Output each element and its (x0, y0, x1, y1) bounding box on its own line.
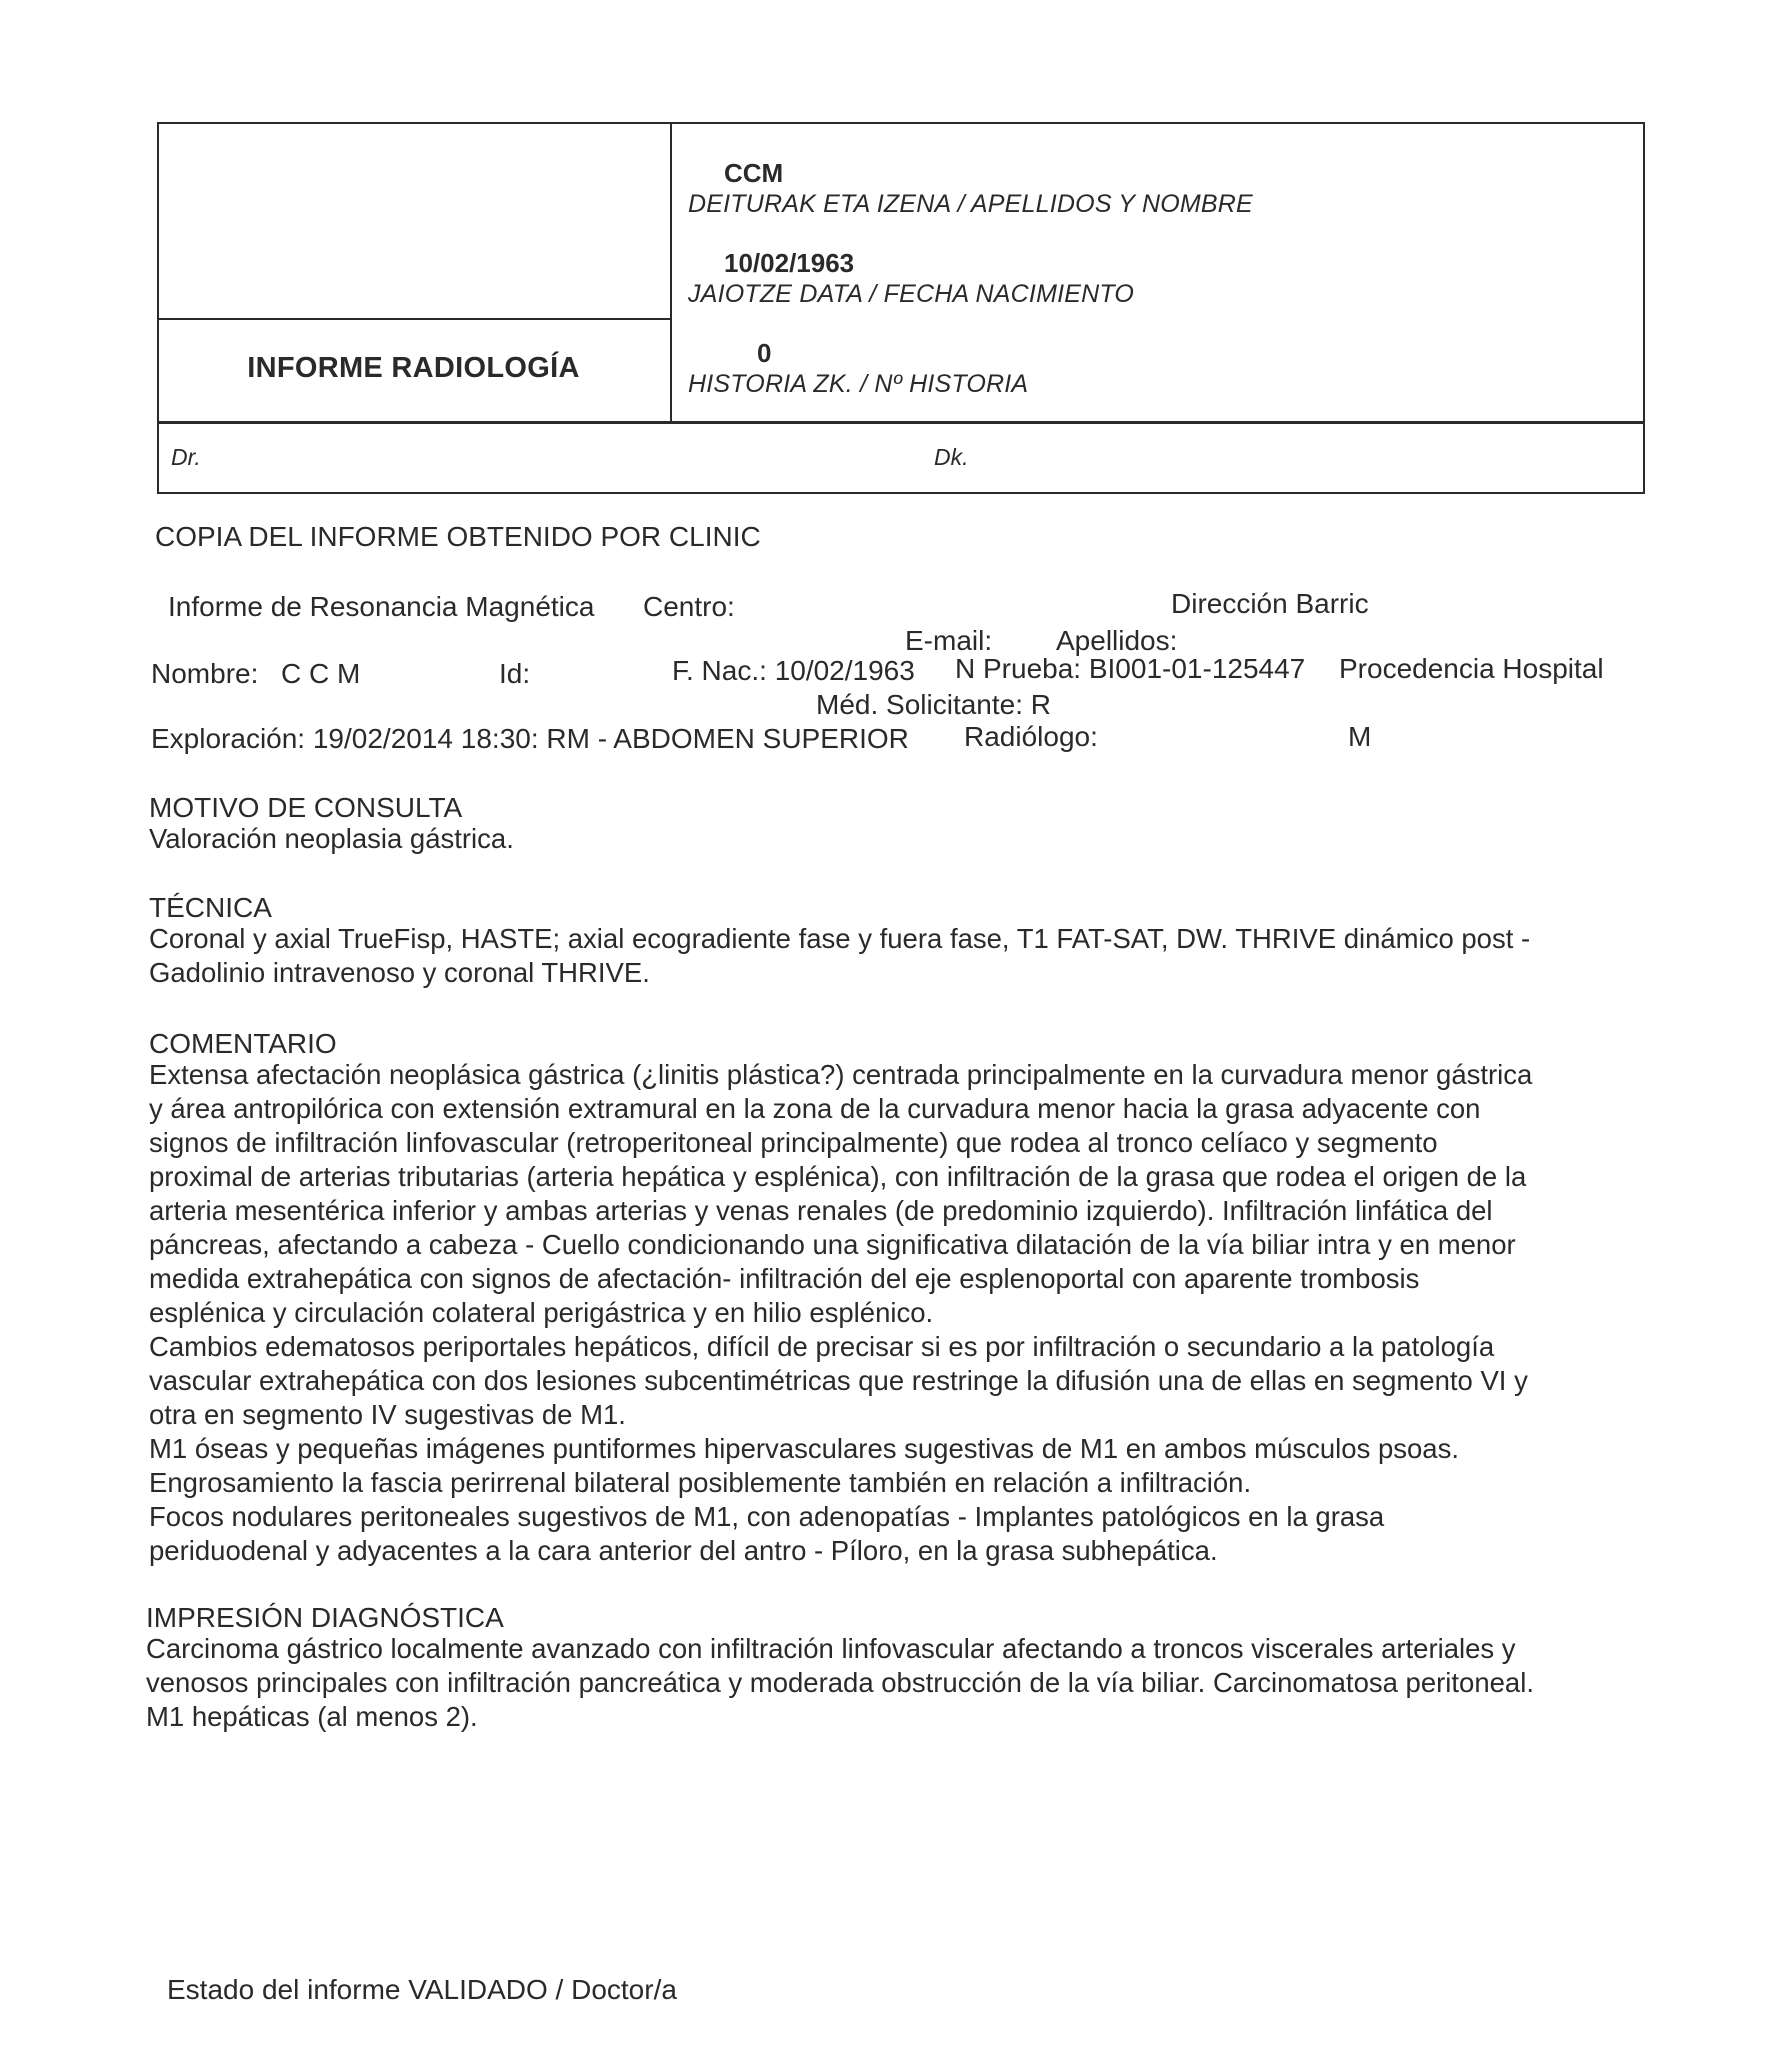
medico-solicitante: Méd. Solicitante: R (816, 689, 1051, 720)
doctor-basque-label: Dk. (934, 444, 969, 470)
tecnica-heading: TÉCNICA (149, 892, 272, 923)
comentario-line: Engrosamiento la fascia perirrenal bilateral posiblemente también en relación a infiltración. (149, 1467, 1252, 1498)
tecnica-line: Gadolinio intravenoso y coronal THRIVE. (149, 957, 650, 988)
impresion-line: Carcinoma gástrico localmente avanzado con infiltración linfovascular afectando a troncos viscerales arteriales y (146, 1633, 1516, 1664)
report-status: Estado del informe VALIDADO / Doctor/a (167, 1974, 677, 2005)
comentario-line: proximal de arterias tributarias (arteria hepática y esplénica), con infiltración de la grasa que rodea el origen de la (149, 1161, 1527, 1192)
comentario-line: vascular extrahepática con dos lesiones subcentimétricas que restringe la difusión una de ellas en segmento VI y (149, 1365, 1528, 1396)
header-divider-horizontal (157, 421, 1643, 424)
comentario-line: Cambios edematosos periportales hepáticos, difícil de precisar si es por infiltración o secundario a la patología (149, 1331, 1495, 1362)
report-type: Informe de Resonancia Magnética (168, 591, 595, 622)
procedencia: Procedencia Hospital (1339, 653, 1604, 684)
email-label: E-mail: (905, 625, 993, 656)
comentario-line: otra en segmento IV sugestivas de M1. (149, 1399, 626, 1430)
report-title: INFORME RADIOLOGÍA (247, 352, 580, 384)
fecha-nacimiento: F. Nac.: 10/02/1963 (672, 655, 915, 686)
header-divider-left (157, 318, 670, 320)
direccion: Dirección Barric (1171, 588, 1369, 619)
patient-header-box (157, 122, 1643, 492)
birth-date-value: 10/02/1963 (724, 248, 855, 278)
comentario-line: y área antropilórica con extensión extramural en la zona de la curvadura menor hacia la grasa adyacente con (149, 1093, 1481, 1124)
numero-prueba: N Prueba: BI001-01-125447 (955, 653, 1306, 684)
comentario-line: páncreas, afectando a cabeza - Cuello condicionando una significativa dilatación de la vía biliar intra y en menor (149, 1229, 1516, 1260)
header-divider-vertical (670, 122, 672, 422)
comentario-line: periduodenal y adyacentes a la cara anterior del antro - Píloro, en la grasa subhepática. (149, 1535, 1218, 1566)
doctor-label: Dr. (171, 444, 201, 470)
impresion-line: venosos principales con infiltración pancreática y moderada obstrucción de la vía biliar. Carcinomatosa peritoneal. (146, 1667, 1534, 1698)
radiologo-label: Radiólogo: (964, 721, 1098, 752)
impresion-line: M1 hepáticas (al menos 2). (146, 1701, 478, 1732)
comentario-line: arteria mesentérica inferior y ambas arterias y venas renales (de predominio izquierdo). Infiltración linfática del (149, 1195, 1493, 1226)
history-number-label: HISTORIA ZK. / Nº HISTORIA (688, 370, 1029, 398)
comentario-line: medida extrahepática con signos de afectación- infiltración del eje esplenoportal con aparente trombosis (149, 1263, 1420, 1294)
comentario-line: Focos nodulares peritoneales sugestivos de M1, con adenopatías - Implantes patológicos en la grasa (149, 1501, 1385, 1532)
comentario-text (149, 1058, 1532, 1568)
comentario-line: signos de infiltración linfovascular (retroperitoneal principalmente) que rodea al tronco celíaco y segmento (149, 1127, 1438, 1158)
birth-date-label: JAIOTZE DATA / FECHA NACIMIENTO (688, 280, 1135, 308)
motivo-line: Valoración neoplasia gástrica. (149, 823, 514, 854)
impresion-text (146, 1632, 1534, 1734)
nombre-label: Nombre: (151, 658, 259, 689)
comentario-heading: COMENTARIO (149, 1028, 337, 1059)
nombre-value: C C M (281, 658, 361, 689)
radiologo-value: M (1348, 721, 1372, 752)
copy-notice: COPIA DEL INFORME OBTENIDO POR CLINIC (155, 521, 761, 552)
patient-name-label: DEITURAK ETA IZENA / APELLIDOS Y NOMBRE (688, 190, 1253, 218)
motivo-heading: MOTIVO DE CONSULTA (149, 792, 463, 823)
id-label: Id: (499, 658, 531, 689)
exploracion: Exploración: 19/02/2014 18:30: RM - ABDOMEN SUPERIOR (151, 723, 909, 754)
apellidos-label: Apellidos: (1056, 625, 1178, 656)
centro-label: Centro: (643, 591, 735, 622)
comentario-line: Extensa afectación neoplásica gástrica (¿linitis plástica?) centrada principalmente en la curvadura menor gástrica (149, 1059, 1533, 1090)
tecnica-line: Coronal y axial TrueFisp, HASTE; axial ecogradiente fase y fuera fase, T1 FAT-SAT, DW. THRIVE dinámico post - (149, 923, 1531, 954)
patient-name-value: CCM (724, 158, 784, 188)
comentario-line: M1 óseas y pequeñas imágenes puntiformes hipervasculares sugestivas de M1 en ambos músculos psoas. (149, 1433, 1459, 1464)
history-number-value: 0 (757, 338, 772, 368)
tecnica-text (149, 922, 1530, 990)
impresion-heading: IMPRESIÓN DIAGNÓSTICA (146, 1602, 504, 1633)
motivo-text (149, 822, 514, 856)
comentario-line: esplénica y circulación colateral perigástrica y en hilio esplénico. (149, 1297, 934, 1328)
